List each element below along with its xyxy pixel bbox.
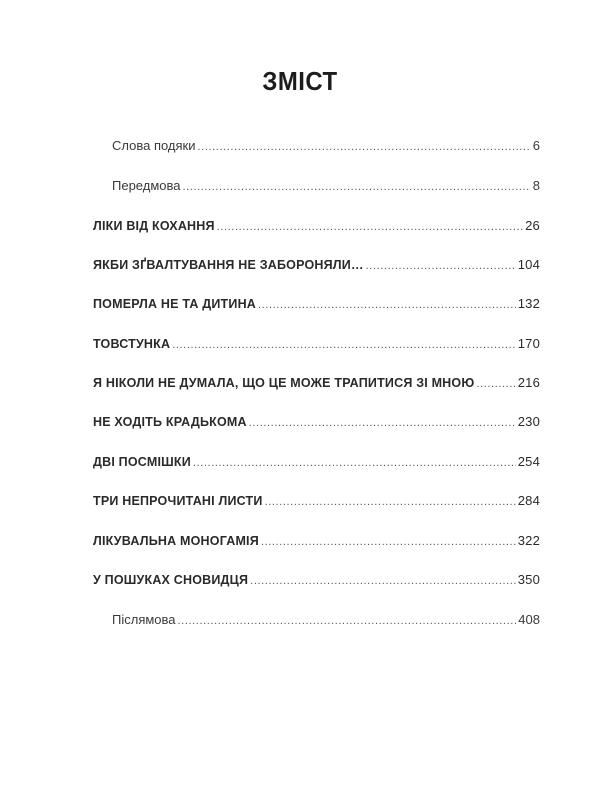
toc-entry-title: Післямова [112,612,176,627]
toc-entry-page: 254 [517,454,540,469]
toc-entry-title: У ПОШУКАХ СНОВИДЦЯ [93,573,249,587]
dot-leader [261,532,516,552]
toc-entry [93,412,540,433]
toc-entry [93,334,540,355]
dot-leader [183,177,531,197]
toc-entry-title: ПОМЕРЛА НЕ ТА ДИТИНА [93,297,257,311]
toc-entry-page: 284 [517,493,540,508]
dot-leader [250,571,516,591]
toc-entry-page: 216 [517,375,540,390]
dot-leader [217,217,523,237]
toc-entry-title: ЛІКИ ВІД КОХАННЯ [93,219,215,233]
toc-entry-page: 104 [517,257,540,272]
dot-leader [265,492,516,512]
toc-entry [93,216,540,237]
toc-entry-page: 350 [517,572,540,587]
toc-entry-title: ТОВСТУНКА [93,337,171,351]
toc-entry-page: 8 [532,178,540,193]
dot-leader [198,137,531,157]
toc-entry [93,491,540,512]
toc-entry-title: НЕ ХОДІТЬ КРАДЬКОМА [93,415,247,429]
toc-entry [93,570,540,591]
dot-leader [366,256,516,276]
dot-leader [249,413,516,433]
toc-entry-title: ТРИ НЕПРОЧИТАНІ ЛИСТИ [93,494,263,508]
dot-leader [258,295,516,315]
toc-entry-title: ЛІКУВАЛЬНА МОНОГАМІЯ [93,534,259,548]
toc-entry [93,255,540,276]
dot-leader [193,453,516,473]
toc-entry [93,373,540,394]
toc-entry-title: Слова подяки [112,138,196,153]
page-title: ЗМІСТ [262,66,338,96]
toc-entry [93,294,540,315]
toc-entry-title: Я НІКОЛИ НЕ ДУМАЛА, ЩО ЦЕ МОЖЕ ТРАПИТИСЯ ЗІ МНОЮ [93,376,475,390]
toc-entry-page: 170 [517,336,540,351]
toc-entry [93,531,540,552]
dot-leader [476,374,515,394]
toc-entry-page: 26 [525,218,540,233]
dot-leader [178,611,517,631]
toc-entry-title: ДВІ ПОСМІШКИ [93,455,191,469]
toc-entry-page: 6 [532,138,540,153]
toc-entry [112,136,540,157]
toc-entry-page: 132 [517,296,540,311]
toc-entry-page: 230 [517,414,540,429]
toc-entry [93,452,540,473]
toc-entry-page: 408 [518,612,540,627]
toc-entry-title: ЯКБИ ЗҐВАЛТУВАННЯ НЕ ЗАБОРОНЯЛИ… [93,258,364,272]
toc-entry [112,610,540,631]
toc-entry-title: Передмова [112,178,181,193]
dot-leader [172,335,515,355]
toc-entry [112,176,540,197]
toc-entry-page: 322 [517,533,540,548]
